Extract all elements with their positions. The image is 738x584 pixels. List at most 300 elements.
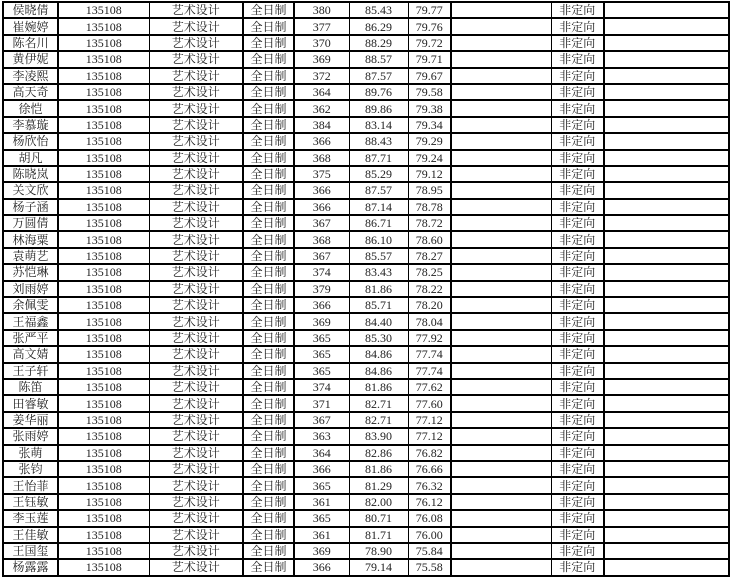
student-name-cell: 田睿敏 — [3, 395, 58, 411]
table-row — [3, 150, 729, 166]
blank-cell-2 — [604, 51, 729, 67]
study-mode-cell: 全日制 — [243, 68, 294, 84]
student-name-cell: 张雨婷 — [3, 428, 58, 444]
major-code-cell: 135108 — [58, 248, 149, 264]
study-mode-cell: 全日制 — [243, 35, 294, 51]
total-score-cell: 372 — [294, 68, 349, 84]
major-name-cell: 艺术设计 — [149, 84, 243, 100]
blank-cell-2 — [604, 2, 729, 18]
study-direction-cell: 非定向 — [551, 297, 604, 313]
blank-cell-2 — [604, 199, 729, 215]
major-name-cell: 艺术设计 — [149, 51, 243, 67]
blank-cell-2 — [604, 330, 729, 346]
weighted-score-cell: 79.58 — [408, 84, 451, 100]
major-code-cell: 135108 — [58, 461, 149, 477]
retest-score-cell: 84.86 — [349, 346, 408, 362]
blank-cell-2 — [604, 346, 729, 362]
major-code-cell: 135108 — [58, 133, 149, 149]
major-code-cell: 135108 — [58, 84, 149, 100]
blank-cell-1 — [451, 100, 551, 116]
study-mode-cell: 全日制 — [243, 18, 294, 34]
major-name-cell: 艺术设计 — [149, 297, 243, 313]
study-mode-cell: 全日制 — [243, 313, 294, 329]
retest-score-cell: 84.40 — [349, 313, 408, 329]
total-score-cell: 368 — [294, 231, 349, 247]
major-name-cell: 艺术设计 — [149, 445, 243, 461]
blank-cell-1 — [451, 133, 551, 149]
weighted-score-cell: 79.12 — [408, 166, 451, 182]
student-name-cell: 杨子涵 — [3, 199, 58, 215]
admission-score-table — [2, 1, 730, 577]
retest-score-cell: 79.14 — [349, 559, 408, 575]
weighted-score-cell: 75.58 — [408, 559, 451, 575]
student-name-cell: 万圆倩 — [3, 215, 58, 231]
study-mode-cell: 全日制 — [243, 231, 294, 247]
blank-cell-1 — [451, 395, 551, 411]
table-row — [3, 363, 729, 379]
blank-cell-2 — [604, 215, 729, 231]
study-direction-cell: 非定向 — [551, 18, 604, 34]
table-row — [3, 297, 729, 313]
blank-cell-2 — [604, 68, 729, 84]
table-row — [3, 84, 729, 100]
total-score-cell: 367 — [294, 412, 349, 428]
study-direction-cell: 非定向 — [551, 379, 604, 395]
major-name-cell: 艺术设计 — [149, 346, 243, 362]
major-code-cell: 135108 — [58, 330, 149, 346]
table-row — [3, 281, 729, 297]
study-mode-cell: 全日制 — [243, 412, 294, 428]
study-mode-cell: 全日制 — [243, 199, 294, 215]
study-direction-cell: 非定向 — [551, 215, 604, 231]
study-direction-cell: 非定向 — [551, 182, 604, 198]
blank-cell-2 — [604, 395, 729, 411]
major-name-cell: 艺术设计 — [149, 182, 243, 198]
blank-cell-1 — [451, 182, 551, 198]
study-mode-cell: 全日制 — [243, 51, 294, 67]
study-direction-cell: 非定向 — [551, 248, 604, 264]
table-row — [3, 117, 729, 133]
table-row — [3, 2, 729, 18]
total-score-cell: 361 — [294, 494, 349, 510]
total-score-cell: 365 — [294, 330, 349, 346]
retest-score-cell: 81.86 — [349, 461, 408, 477]
blank-cell-2 — [604, 281, 729, 297]
blank-cell-2 — [604, 248, 729, 264]
weighted-score-cell: 79.77 — [408, 2, 451, 18]
blank-cell-1 — [451, 428, 551, 444]
weighted-score-cell: 78.78 — [408, 199, 451, 215]
student-name-cell: 张萌 — [3, 445, 58, 461]
major-code-cell: 135108 — [58, 313, 149, 329]
study-direction-cell: 非定向 — [551, 281, 604, 297]
blank-cell-2 — [604, 166, 729, 182]
blank-cell-2 — [604, 231, 729, 247]
weighted-score-cell: 79.24 — [408, 150, 451, 166]
blank-cell-1 — [451, 68, 551, 84]
study-mode-cell: 全日制 — [243, 100, 294, 116]
study-direction-cell: 非定向 — [551, 313, 604, 329]
weighted-score-cell: 76.82 — [408, 445, 451, 461]
table-row — [3, 445, 729, 461]
study-direction-cell: 非定向 — [551, 199, 604, 215]
major-name-cell: 艺术设计 — [149, 264, 243, 280]
weighted-score-cell: 79.67 — [408, 68, 451, 84]
total-score-cell: 377 — [294, 18, 349, 34]
total-score-cell: 380 — [294, 2, 349, 18]
table-row — [3, 395, 729, 411]
student-name-cell: 李玉莲 — [3, 510, 58, 526]
major-name-cell: 艺术设计 — [149, 543, 243, 559]
study-direction-cell: 非定向 — [551, 35, 604, 51]
blank-cell-2 — [604, 182, 729, 198]
study-mode-cell: 全日制 — [243, 395, 294, 411]
blank-cell-1 — [451, 346, 551, 362]
weighted-score-cell: 79.38 — [408, 100, 451, 116]
study-direction-cell: 非定向 — [551, 133, 604, 149]
weighted-score-cell: 77.12 — [408, 428, 451, 444]
student-name-cell: 张钧 — [3, 461, 58, 477]
blank-cell-2 — [604, 133, 729, 149]
weighted-score-cell: 77.74 — [408, 363, 451, 379]
major-name-cell: 艺术设计 — [149, 527, 243, 543]
study-direction-cell: 非定向 — [551, 330, 604, 346]
student-name-cell: 高天奇 — [3, 84, 58, 100]
major-name-cell: 艺术设计 — [149, 199, 243, 215]
weighted-score-cell: 76.32 — [408, 477, 451, 493]
study-direction-cell: 非定向 — [551, 428, 604, 444]
blank-cell-2 — [604, 363, 729, 379]
study-mode-cell: 全日制 — [243, 494, 294, 510]
study-mode-cell: 全日制 — [243, 297, 294, 313]
weighted-score-cell: 78.25 — [408, 264, 451, 280]
total-score-cell: 366 — [294, 133, 349, 149]
student-name-cell: 李凌熙 — [3, 68, 58, 84]
study-mode-cell: 全日制 — [243, 477, 294, 493]
study-direction-cell: 非定向 — [551, 264, 604, 280]
blank-cell-2 — [604, 461, 729, 477]
table-row — [3, 182, 729, 198]
total-score-cell: 370 — [294, 35, 349, 51]
student-name-cell: 王国玺 — [3, 543, 58, 559]
student-name-cell: 关文欣 — [3, 182, 58, 198]
table-row — [3, 527, 729, 543]
table-row — [3, 412, 729, 428]
total-score-cell: 367 — [294, 248, 349, 264]
retest-score-cell: 87.57 — [349, 182, 408, 198]
student-name-cell: 苏恺琳 — [3, 264, 58, 280]
blank-cell-1 — [451, 35, 551, 51]
major-code-cell: 135108 — [58, 510, 149, 526]
major-name-cell: 艺术设计 — [149, 379, 243, 395]
weighted-score-cell: 76.00 — [408, 527, 451, 543]
total-score-cell: 365 — [294, 363, 349, 379]
table-row — [3, 100, 729, 116]
total-score-cell: 366 — [294, 199, 349, 215]
blank-cell-2 — [604, 297, 729, 313]
retest-score-cell: 85.30 — [349, 330, 408, 346]
table-row — [3, 68, 729, 84]
blank-cell-1 — [451, 477, 551, 493]
major-code-cell: 135108 — [58, 264, 149, 280]
weighted-score-cell: 79.34 — [408, 117, 451, 133]
major-code-cell: 135108 — [58, 166, 149, 182]
table-row — [3, 428, 729, 444]
total-score-cell: 374 — [294, 264, 349, 280]
major-name-cell: 艺术设计 — [149, 330, 243, 346]
retest-score-cell: 78.90 — [349, 543, 408, 559]
student-name-cell: 张严平 — [3, 330, 58, 346]
study-mode-cell: 全日制 — [243, 330, 294, 346]
study-direction-cell: 非定向 — [551, 543, 604, 559]
major-code-cell: 135108 — [58, 2, 149, 18]
major-code-cell: 135108 — [58, 18, 149, 34]
weighted-score-cell: 79.29 — [408, 133, 451, 149]
student-name-cell: 王子轩 — [3, 363, 58, 379]
blank-cell-2 — [604, 18, 729, 34]
study-direction-cell: 非定向 — [551, 150, 604, 166]
retest-score-cell: 85.29 — [349, 166, 408, 182]
major-code-cell: 135108 — [58, 346, 149, 362]
study-mode-cell: 全日制 — [243, 2, 294, 18]
blank-cell-1 — [451, 313, 551, 329]
weighted-score-cell: 77.62 — [408, 379, 451, 395]
study-direction-cell: 非定向 — [551, 100, 604, 116]
blank-cell-1 — [451, 363, 551, 379]
study-direction-cell: 非定向 — [551, 84, 604, 100]
student-name-cell: 黄伊妮 — [3, 51, 58, 67]
student-name-cell: 王钰敏 — [3, 494, 58, 510]
blank-cell-1 — [451, 461, 551, 477]
blank-cell-1 — [451, 2, 551, 18]
study-direction-cell: 非定向 — [551, 510, 604, 526]
total-score-cell: 371 — [294, 395, 349, 411]
blank-cell-1 — [451, 494, 551, 510]
retest-score-cell: 86.10 — [349, 231, 408, 247]
total-score-cell: 367 — [294, 215, 349, 231]
student-name-cell: 姜华丽 — [3, 412, 58, 428]
blank-cell-2 — [604, 313, 729, 329]
major-code-cell: 135108 — [58, 379, 149, 395]
total-score-cell: 369 — [294, 51, 349, 67]
retest-score-cell: 87.71 — [349, 150, 408, 166]
major-name-cell: 艺术设计 — [149, 477, 243, 493]
total-score-cell: 365 — [294, 477, 349, 493]
blank-cell-1 — [451, 510, 551, 526]
major-name-cell: 艺术设计 — [149, 2, 243, 18]
weighted-score-cell: 77.92 — [408, 330, 451, 346]
retest-score-cell: 88.43 — [349, 133, 408, 149]
retest-score-cell: 86.29 — [349, 18, 408, 34]
major-code-cell: 135108 — [58, 215, 149, 231]
blank-cell-2 — [604, 100, 729, 116]
student-name-cell: 徐恺 — [3, 100, 58, 116]
blank-cell-2 — [604, 150, 729, 166]
retest-score-cell: 87.57 — [349, 68, 408, 84]
weighted-score-cell: 78.22 — [408, 281, 451, 297]
total-score-cell: 384 — [294, 117, 349, 133]
weighted-score-cell: 76.08 — [408, 510, 451, 526]
student-name-cell: 侯晓倩 — [3, 2, 58, 18]
major-code-cell: 135108 — [58, 395, 149, 411]
major-code-cell: 135108 — [58, 150, 149, 166]
total-score-cell: 366 — [294, 559, 349, 575]
study-mode-cell: 全日制 — [243, 445, 294, 461]
study-direction-cell: 非定向 — [551, 445, 604, 461]
weighted-score-cell: 76.12 — [408, 494, 451, 510]
blank-cell-1 — [451, 412, 551, 428]
major-code-cell: 135108 — [58, 412, 149, 428]
retest-score-cell: 82.86 — [349, 445, 408, 461]
major-code-cell: 135108 — [58, 68, 149, 84]
total-score-cell: 366 — [294, 182, 349, 198]
table-row — [3, 51, 729, 67]
major-code-cell: 135108 — [58, 182, 149, 198]
blank-cell-2 — [604, 379, 729, 395]
major-code-cell: 135108 — [58, 297, 149, 313]
weighted-score-cell: 78.20 — [408, 297, 451, 313]
weighted-score-cell: 78.60 — [408, 231, 451, 247]
blank-cell-1 — [451, 559, 551, 575]
total-score-cell: 374 — [294, 379, 349, 395]
retest-score-cell: 87.14 — [349, 199, 408, 215]
major-name-cell: 艺术设计 — [149, 117, 243, 133]
student-name-cell: 陈晓岚 — [3, 166, 58, 182]
table-row — [3, 166, 729, 182]
blank-cell-2 — [604, 445, 729, 461]
study-mode-cell: 全日制 — [243, 281, 294, 297]
student-name-cell: 林海粟 — [3, 231, 58, 247]
student-name-cell: 袁萌艺 — [3, 248, 58, 264]
blank-cell-1 — [451, 264, 551, 280]
study-mode-cell: 全日制 — [243, 264, 294, 280]
student-name-cell: 杨欣怡 — [3, 133, 58, 149]
weighted-score-cell: 76.66 — [408, 461, 451, 477]
major-code-cell: 135108 — [58, 494, 149, 510]
student-name-cell: 王怡菲 — [3, 477, 58, 493]
student-name-cell: 刘雨婷 — [3, 281, 58, 297]
table-row — [3, 346, 729, 362]
table-row — [3, 231, 729, 247]
major-code-cell: 135108 — [58, 527, 149, 543]
major-code-cell: 135108 — [58, 428, 149, 444]
table-row — [3, 248, 729, 264]
major-name-cell: 艺术设计 — [149, 412, 243, 428]
weighted-score-cell: 79.72 — [408, 35, 451, 51]
blank-cell-1 — [451, 543, 551, 559]
study-direction-cell: 非定向 — [551, 117, 604, 133]
blank-cell-1 — [451, 150, 551, 166]
table-row — [3, 330, 729, 346]
weighted-score-cell: 79.76 — [408, 18, 451, 34]
weighted-score-cell: 77.60 — [408, 395, 451, 411]
major-name-cell: 艺术设计 — [149, 68, 243, 84]
total-score-cell: 369 — [294, 313, 349, 329]
major-code-cell: 135108 — [58, 543, 149, 559]
study-mode-cell: 全日制 — [243, 428, 294, 444]
student-name-cell: 崔婉婷 — [3, 18, 58, 34]
retest-score-cell: 81.86 — [349, 379, 408, 395]
blank-cell-2 — [604, 559, 729, 575]
major-name-cell: 艺术设计 — [149, 510, 243, 526]
blank-cell-1 — [451, 215, 551, 231]
study-mode-cell: 全日制 — [243, 182, 294, 198]
study-mode-cell: 全日制 — [243, 461, 294, 477]
total-score-cell: 364 — [294, 84, 349, 100]
total-score-cell: 368 — [294, 150, 349, 166]
study-mode-cell: 全日制 — [243, 150, 294, 166]
major-code-cell: 135108 — [58, 477, 149, 493]
table-row — [3, 264, 729, 280]
study-direction-cell: 非定向 — [551, 461, 604, 477]
retest-score-cell: 85.43 — [349, 2, 408, 18]
blank-cell-2 — [604, 510, 729, 526]
weighted-score-cell: 75.84 — [408, 543, 451, 559]
blank-cell-2 — [604, 527, 729, 543]
blank-cell-1 — [451, 379, 551, 395]
total-score-cell: 366 — [294, 297, 349, 313]
major-code-cell: 135108 — [58, 100, 149, 116]
study-direction-cell: 非定向 — [551, 494, 604, 510]
major-name-cell: 艺术设计 — [149, 215, 243, 231]
retest-score-cell: 81.29 — [349, 477, 408, 493]
total-score-cell: 379 — [294, 281, 349, 297]
weighted-score-cell: 78.95 — [408, 182, 451, 198]
study-mode-cell: 全日制 — [243, 527, 294, 543]
study-mode-cell: 全日制 — [243, 248, 294, 264]
table-row — [3, 494, 729, 510]
blank-cell-1 — [451, 297, 551, 313]
study-mode-cell: 全日制 — [243, 117, 294, 133]
blank-cell-1 — [451, 84, 551, 100]
study-direction-cell: 非定向 — [551, 51, 604, 67]
blank-cell-2 — [604, 84, 729, 100]
weighted-score-cell: 77.74 — [408, 346, 451, 362]
blank-cell-1 — [451, 445, 551, 461]
total-score-cell: 369 — [294, 543, 349, 559]
study-direction-cell: 非定向 — [551, 477, 604, 493]
study-mode-cell: 全日制 — [243, 379, 294, 395]
total-score-cell: 362 — [294, 100, 349, 116]
blank-cell-1 — [451, 51, 551, 67]
retest-score-cell: 83.43 — [349, 264, 408, 280]
major-name-cell: 艺术设计 — [149, 150, 243, 166]
major-code-cell: 135108 — [58, 117, 149, 133]
study-mode-cell: 全日制 — [243, 559, 294, 575]
study-mode-cell: 全日制 — [243, 346, 294, 362]
retest-score-cell: 83.90 — [349, 428, 408, 444]
blank-cell-2 — [604, 264, 729, 280]
table-row — [3, 477, 729, 493]
major-name-cell: 艺术设计 — [149, 428, 243, 444]
retest-score-cell: 82.71 — [349, 395, 408, 411]
student-name-cell: 高文婧 — [3, 346, 58, 362]
major-code-cell: 135108 — [58, 445, 149, 461]
study-direction-cell: 非定向 — [551, 559, 604, 575]
study-direction-cell: 非定向 — [551, 395, 604, 411]
retest-score-cell: 89.86 — [349, 100, 408, 116]
total-score-cell: 366 — [294, 461, 349, 477]
student-name-cell: 王佳敏 — [3, 527, 58, 543]
major-code-cell: 135108 — [58, 35, 149, 51]
student-name-cell: 胡凡 — [3, 150, 58, 166]
student-name-cell: 杨露露 — [3, 559, 58, 575]
major-name-cell: 艺术设计 — [149, 18, 243, 34]
blank-cell-2 — [604, 412, 729, 428]
table-row — [3, 543, 729, 559]
study-mode-cell: 全日制 — [243, 510, 294, 526]
table-row — [3, 510, 729, 526]
